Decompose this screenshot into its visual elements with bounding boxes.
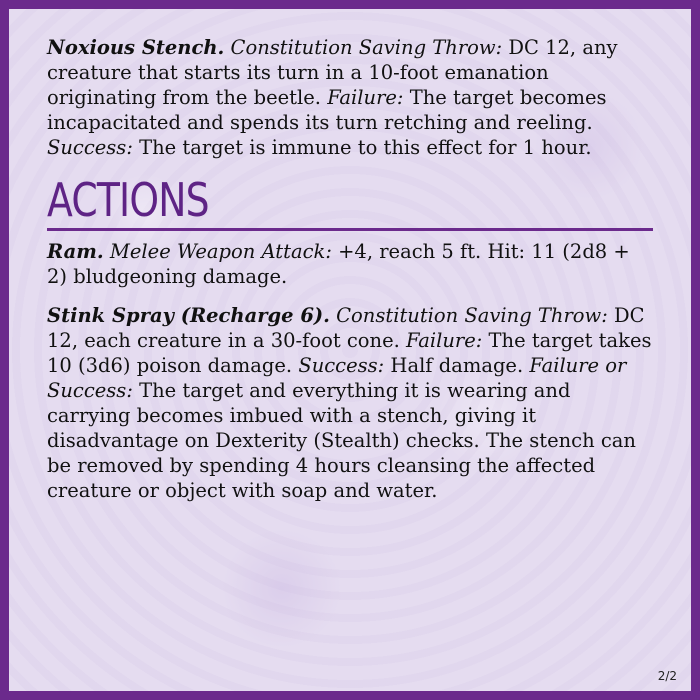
trait-entry	[47, 35, 653, 160]
action-entry-text: DC 12, each creature in a 30-foot cone.	[47, 304, 645, 352]
action-entry-label: Melee Weapon Attack:	[109, 240, 332, 263]
action-entry-text: The target takes 10 (3d6) poison damage.	[47, 329, 652, 377]
action-entry-label: Failure:	[406, 329, 483, 352]
action-entry-text: Half damage.	[384, 354, 530, 377]
trait-entry-text: DC 12, any creature that starts its turn in a 10-foot emanation originating from the beetle.	[47, 36, 618, 109]
actions-heading: ACTIONS	[47, 173, 209, 227]
section-divider	[47, 228, 653, 231]
page-number: 2/2	[657, 669, 677, 683]
action-entry	[47, 239, 653, 289]
trait-entry-name: Noxious Stench.	[47, 36, 225, 59]
action-entry-label: Failure or Success:	[47, 354, 627, 402]
actions-section	[47, 239, 653, 503]
stat-block-content	[47, 35, 653, 517]
trait-entry-text: The target is immune to this effect for 1 hour.	[132, 136, 592, 159]
action-entry	[47, 303, 653, 503]
trait-entry-text: The target becomes incapacitated and spends its turn retching and reeling.	[47, 86, 607, 134]
action-entry-label: Success:	[298, 354, 385, 377]
trait-entry-label: Constitution Saving Throw:	[230, 36, 503, 59]
trait-entry-label: Failure:	[327, 86, 404, 109]
action-entry-text: +4, reach 5 ft. Hit: 11 (2d8 + 2) bludgeoning damage.	[47, 240, 630, 288]
traits-section	[47, 35, 653, 160]
action-entry-text: The target and everything it is wearing and carrying becomes imbued with a stench, giving it disadvantage on Dexterity (Stealth) checks. The stench can be removed by spending 4 hours cleansing the affected creature or object with soap and water.	[47, 379, 636, 502]
action-entry-name: Ram.	[47, 240, 104, 263]
action-entry-label: Constitution Saving Throw:	[336, 304, 608, 327]
action-entry-name: Stink Spray (Recharge 6).	[47, 304, 330, 327]
trait-entry-label: Success:	[47, 136, 133, 159]
